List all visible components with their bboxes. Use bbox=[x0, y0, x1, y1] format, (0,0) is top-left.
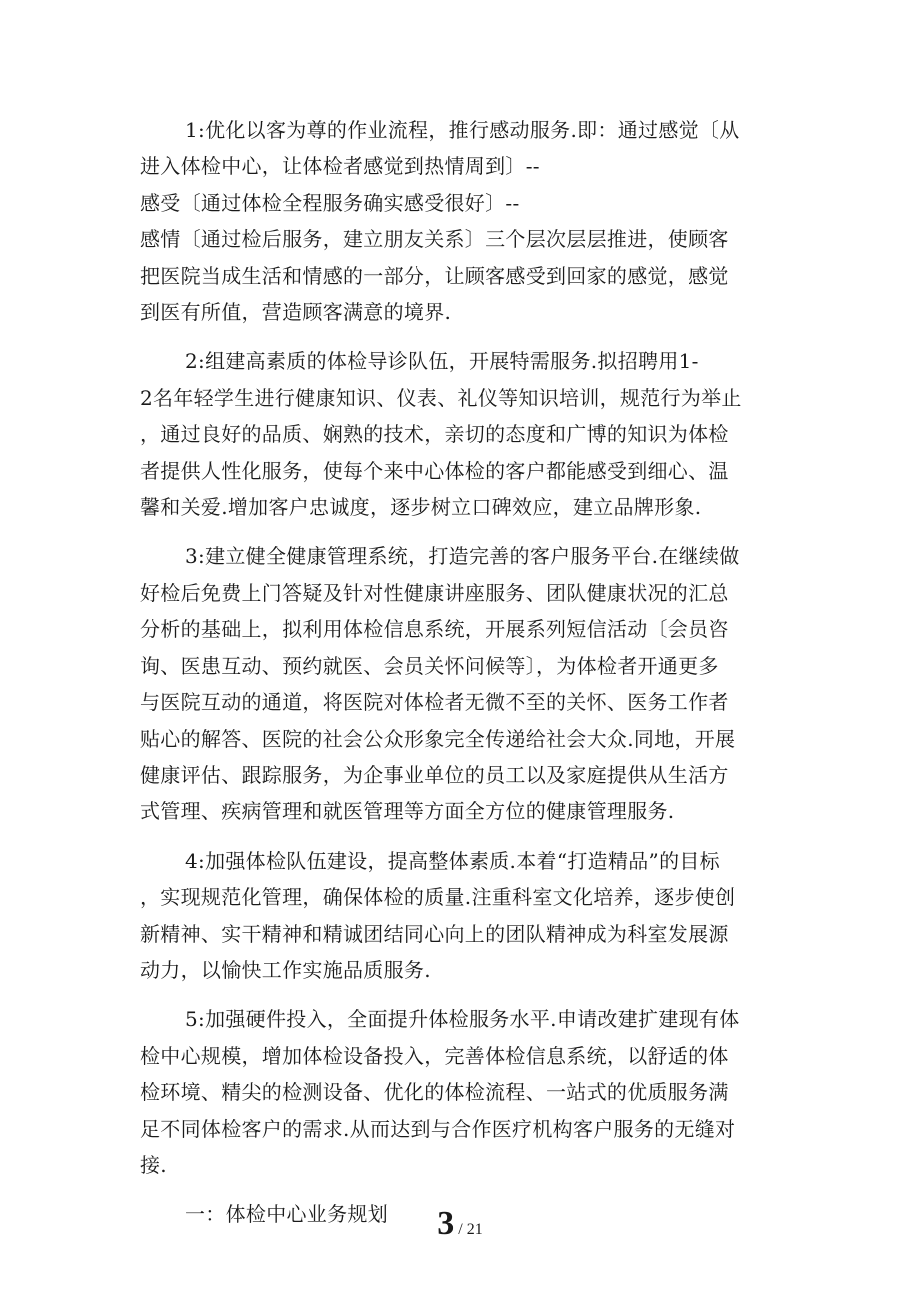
current-page-number: 3 bbox=[437, 1205, 455, 1242]
text-line: 进入体检中心，让体检者感觉到热情周到〕-- bbox=[140, 154, 540, 179]
text-line: ，实现规范化管理，确保体检的质量.注重科室文化培养，逐步使创 bbox=[140, 885, 736, 910]
page-number bbox=[0, 1205, 920, 1243]
text-line: 贴心的解答、医院的社会公众形象完全传递给社会大众.同地，开展 bbox=[140, 726, 736, 751]
text-line: 者提供人性化服务，使每个来中心体检的客户都能感受到细心、温 bbox=[140, 458, 729, 483]
text-line: 足不同体检客户的需求.从而达到与合作医疗机构客户服务的无缝对 bbox=[140, 1116, 736, 1141]
text-line: 馨和关爱.增加客户忠诚度，逐步树立口碑效应，建立品牌形象. bbox=[140, 495, 702, 520]
text-line: ，通过良好的品质、娴熟的技术，亲切的态度和广博的知识为体检 bbox=[140, 422, 729, 447]
text-line: 分析的基础上，拟利用体检信息系统，开展系列短信活动〔会员咨 bbox=[140, 617, 729, 642]
text-line: 2名年轻学生进行健康知识、仪表、礼仪等知识培训，规范行为举止 bbox=[140, 385, 742, 410]
text-line: 动力，以愉快工作实施品质服务. bbox=[140, 957, 431, 982]
paragraph-2 bbox=[140, 343, 780, 525]
section-heading: 一：体检中心业务规划 bbox=[185, 1202, 388, 1227]
text-line: 新精神、实干精神和精诚团结同心向上的团队精神成为科室发展源 bbox=[140, 921, 729, 946]
text-line: 3:建立健全健康管理系统，打造完善的客户服务平台.在继续做 bbox=[185, 544, 740, 569]
text-line: 把医院当成生活和情感的一部分，让顾客感受到回家的感觉，感觉 bbox=[140, 263, 729, 288]
text-line: 好检后免费上门答疑及针对性健康讲座服务、团队健康状况的汇总 bbox=[140, 580, 729, 605]
text-line: 1:优化以客为尊的作业流程，推行感动服务.即：通过感觉〔从 bbox=[185, 118, 740, 142]
text-line: 到医有所值，营造顾客满意的境界. bbox=[140, 300, 452, 325]
paragraph-1 bbox=[140, 112, 780, 330]
text-line: 接. bbox=[140, 1152, 167, 1177]
text-line: 与医院互动的通道，将医院对体检者无微不至的关怀、医务工作者 bbox=[140, 690, 729, 715]
page-body bbox=[140, 112, 780, 1233]
text-line: 检环境、精尖的检测设备、优化的体检流程、一站式的优质服务满 bbox=[140, 1080, 729, 1105]
text-line: 健康评估、跟踪服务，为企事业单位的员工以及家庭提供从生活方 bbox=[140, 762, 729, 787]
text-line: 感情〔通过检后服务，建立朋友关系〕三个层次层层推进，使顾客 bbox=[140, 227, 729, 252]
text-line: 5:加强硬件投入，全面提升体检服务水平.申请改建扩建现有体 bbox=[185, 1007, 740, 1032]
paragraph-3 bbox=[140, 538, 780, 829]
text-line: 检中心规模，增加体检设备投入，完善体检信息系统，以舒适的体 bbox=[140, 1043, 729, 1068]
text-line: 2:组建高素质的体检导诊队伍，开展特需服务.拟招聘用1- bbox=[185, 349, 699, 374]
text-line: 询、医患互动、预约就医、会员关怀问候等〕，为体检者开通更多 bbox=[140, 653, 719, 678]
text-line: 感受〔通过体检全程服务确实感受很好〕-- bbox=[140, 190, 520, 215]
text-line: 式管理、疾病管理和就医管理等方面全方位的健康管理服务. bbox=[140, 799, 675, 824]
paragraph-4 bbox=[140, 843, 780, 989]
paragraph-5 bbox=[140, 1001, 780, 1183]
total-pages: / 21 bbox=[458, 1221, 483, 1238]
text-line: 4:加强体检队伍建设，提高整体素质.本着“打造精品”的目标 bbox=[185, 848, 720, 873]
